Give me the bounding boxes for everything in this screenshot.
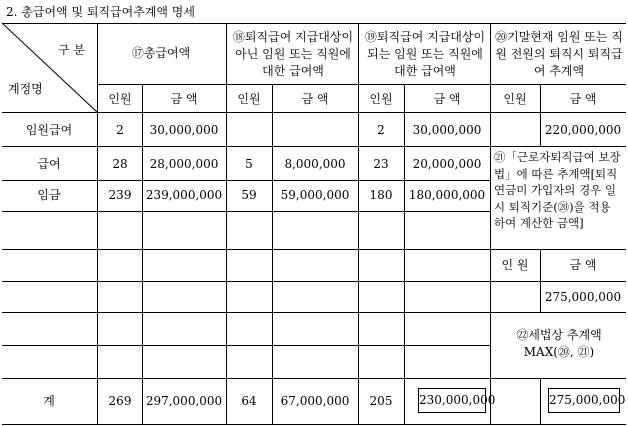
total-amount-17: 297,000,000 <box>145 394 223 408</box>
header-amount-18: 금 액 <box>301 92 329 106</box>
cell-persons-17: 2 <box>116 123 124 137</box>
header-gubun: 구 분 <box>58 43 85 57</box>
cell-amount-20: 220,000,000 <box>544 123 622 137</box>
total-amount-19-box: 230,000,000 <box>418 388 486 413</box>
total-persons-18: 64 <box>241 394 257 408</box>
row-name: 임금 <box>37 188 61 202</box>
total-persons-17: 269 <box>108 394 132 408</box>
note-22: ㉒세법상 추계액 MAX(⑳, ㉑) <box>516 328 602 359</box>
cell-persons-18: 59 <box>241 188 257 202</box>
header-persons-18: 인원 <box>237 92 261 106</box>
cell-amount-17: 239,000,000 <box>145 188 223 202</box>
header-amount-20: 금 액 <box>569 92 597 106</box>
total-persons-19: 205 <box>369 394 393 408</box>
cell-amount-18: 59,000,000 <box>280 188 350 202</box>
total-label: 계 <box>43 394 55 408</box>
header-col19: ⑲퇴직급여 지급대상이 되는 임원 또는 직원에 대한 급여액 <box>364 30 486 78</box>
cell-persons-19: 23 <box>373 157 389 171</box>
header-col17: ⑰총급여액 <box>131 46 191 60</box>
header-amount-21: 금 액 <box>569 258 597 272</box>
total-amount-18: 67,000,000 <box>280 394 350 408</box>
cell-amount-17: 30,000,000 <box>149 123 219 137</box>
header-account: 계정명 <box>8 82 43 96</box>
cell-persons-17: 239 <box>108 188 132 202</box>
cell-amount-19: 180,000,000 <box>408 188 486 202</box>
cell-persons-19: 2 <box>377 123 385 137</box>
header-col20: ⑳기말현재 임원 또는 직원 전원의 퇴직시 퇴직급여 추계액 <box>495 30 623 78</box>
cell-persons-17: 28 <box>112 157 128 171</box>
header-amount-17: 금 액 <box>170 92 198 106</box>
cell-amount-19: 30,000,000 <box>412 123 482 137</box>
cell-amount-18: 8,000,000 <box>284 157 346 171</box>
section-title: 2. 총급여액 및 퇴직급여추계액 명세 <box>6 5 195 19</box>
header-col18: ⑱퇴직급여 지급대상이 아닌 임원 또는 직원에 대한 급여액 <box>232 30 354 78</box>
row-name: 급여 <box>37 157 61 171</box>
cell-amount-17: 28,000,000 <box>149 157 219 171</box>
cell-persons-19: 180 <box>369 188 393 202</box>
header-persons-21: 인 원 <box>501 258 529 272</box>
header-persons-17: 인원 <box>108 92 132 106</box>
note-21: ㉑「근로자퇴직급여 보장법」에 따른 추계액[퇴직연금미 가입자의 경우 일시 퇴직기준(⑳)을 적용 하여 계산한 금액] <box>494 150 621 230</box>
header-persons-20: 인원 <box>503 92 527 106</box>
cell-amount-21: 275,000,000 <box>544 290 622 304</box>
row-name: 임원급여 <box>25 123 73 137</box>
cell-persons-18: 5 <box>245 157 253 171</box>
total-amount-22-box: 275,000,000 <box>548 388 620 413</box>
header-amount-19: 금 액 <box>433 92 461 106</box>
cell-amount-19: 20,000,000 <box>412 157 482 171</box>
header-persons-19: 인원 <box>369 92 393 106</box>
